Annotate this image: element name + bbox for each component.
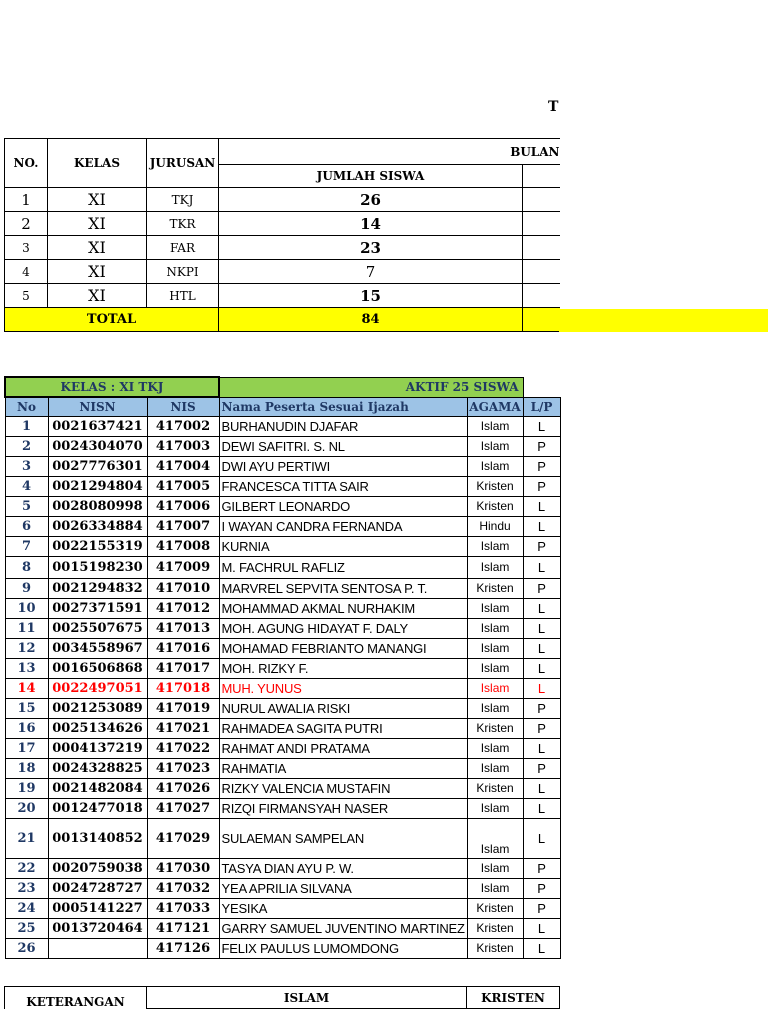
student-name: NURUL AWALIA RISKI — [219, 698, 467, 718]
summary-row — [5, 236, 560, 260]
student-name: RAHMAT ANDI PRATAMA — [219, 738, 467, 758]
student-nis: 417009 — [147, 556, 219, 578]
student-row — [5, 516, 560, 536]
student-row — [5, 878, 560, 898]
student-nis: 417002 — [147, 416, 219, 436]
summary-row — [5, 212, 560, 236]
summary-jumlah: 14 — [219, 212, 523, 236]
student-nisn: 0021294804 — [48, 476, 147, 496]
student-nis: 417033 — [147, 898, 219, 918]
student-nis: 417126 — [147, 938, 219, 958]
student-nisn: 0021253089 — [48, 698, 147, 718]
summary-no: 1 — [5, 188, 48, 212]
student-row — [5, 798, 560, 818]
student-gender: P — [523, 758, 560, 778]
student-gender: L — [523, 658, 560, 678]
header-bulan: BULAN — [219, 139, 560, 165]
student-nis: 417012 — [147, 598, 219, 618]
col-nisn: NISN — [48, 397, 147, 416]
student-gender: P — [523, 698, 560, 718]
student-gender: P — [523, 858, 560, 878]
student-no: 4 — [5, 476, 48, 496]
student-nis: 417007 — [147, 516, 219, 536]
student-nisn: 0004137219 — [48, 738, 147, 758]
student-agama: Kristen — [467, 778, 523, 798]
student-agama: Hindu — [467, 516, 523, 536]
keterangan-table — [4, 986, 560, 1009]
student-gender: L — [523, 918, 560, 938]
keterangan-kristen: KRISTEN — [467, 987, 560, 1009]
student-nis: 417032 — [147, 878, 219, 898]
student-agama: Kristen — [467, 578, 523, 598]
summary-jumlah: 7 — [219, 260, 523, 284]
student-nis: 417003 — [147, 436, 219, 456]
student-row — [5, 758, 560, 778]
student-row — [5, 718, 560, 738]
student-no: 13 — [5, 658, 48, 678]
student-nis: 417030 — [147, 858, 219, 878]
student-nisn: 0027776301 — [48, 456, 147, 476]
student-name: DWI AYU PERTIWI — [219, 456, 467, 476]
student-agama: Islam — [467, 618, 523, 638]
student-agama: Islam — [467, 678, 523, 698]
student-row — [5, 578, 560, 598]
student-row — [5, 416, 560, 436]
student-name: YESIKA — [219, 898, 467, 918]
student-name: RAHMADEA SAGITA PUTRI — [219, 718, 467, 738]
student-no: 14 — [5, 678, 48, 698]
student-nis: 417018 — [147, 678, 219, 698]
student-nisn: 0022155319 — [48, 536, 147, 556]
student-nisn: 0027371591 — [48, 598, 147, 618]
summary-jumlah: 23 — [219, 236, 523, 260]
student-nis: 417026 — [147, 778, 219, 798]
total-value: 84 — [219, 308, 523, 332]
student-gender: P — [523, 476, 560, 496]
student-no: 19 — [5, 778, 48, 798]
student-row — [5, 638, 560, 658]
student-nis: 417023 — [147, 758, 219, 778]
student-nisn: 0013720464 — [48, 918, 147, 938]
summary-kelas: XI — [48, 236, 147, 260]
summary-kelas: XI — [48, 188, 147, 212]
student-name: RAHMATIA — [219, 758, 467, 778]
student-gender: P — [523, 436, 560, 456]
student-name: MARVREL SEPVITA SENTOSA P. T. — [219, 578, 467, 598]
student-no: 22 — [5, 858, 48, 878]
student-nis: 417022 — [147, 738, 219, 758]
header-no: NO. — [5, 139, 48, 188]
summary-jurusan: TKJ — [147, 188, 219, 212]
student-gender: L — [523, 778, 560, 798]
student-nisn: 0012477018 — [48, 798, 147, 818]
student-row — [5, 778, 560, 798]
student-row — [5, 598, 560, 618]
keterangan-islam: ISLAM — [147, 987, 467, 1009]
student-nis: 417029 — [147, 818, 219, 858]
student-name: MOH. AGUNG HIDAYAT F. DALY — [219, 618, 467, 638]
student-no: 18 — [5, 758, 48, 778]
student-list-table — [4, 376, 561, 959]
col-agama: AGAMA — [467, 397, 523, 416]
student-no: 3 — [5, 456, 48, 476]
student-row — [5, 536, 560, 556]
student-agama: Kristen — [467, 898, 523, 918]
student-gender: P — [523, 536, 560, 556]
student-name: RIZKY VALENCIA MUSTAFIN — [219, 778, 467, 798]
summary-row — [5, 188, 560, 212]
student-no: 25 — [5, 918, 48, 938]
student-no: 10 — [5, 598, 48, 618]
student-nisn: 0028080998 — [48, 496, 147, 516]
student-agama: Islam — [467, 556, 523, 578]
student-name: MOH. RIZKY F. — [219, 658, 467, 678]
student-no: 21 — [5, 818, 48, 858]
summary-no: 4 — [5, 260, 48, 284]
student-nis: 417008 — [147, 536, 219, 556]
student-agama: Islam — [467, 818, 523, 858]
student-nisn: 0024304070 — [48, 436, 147, 456]
total-label: TOTAL — [5, 308, 219, 332]
student-no: 17 — [5, 738, 48, 758]
student-agama: Islam — [467, 598, 523, 618]
student-nis: 417013 — [147, 618, 219, 638]
student-nis: 417016 — [147, 638, 219, 658]
student-row — [5, 476, 560, 496]
student-nisn: 0021637421 — [48, 416, 147, 436]
summary-no: 3 — [5, 236, 48, 260]
student-gender: P — [523, 456, 560, 476]
student-name: RIZQI FIRMANSYAH NASER — [219, 798, 467, 818]
student-no: 26 — [5, 938, 48, 958]
student-row — [5, 436, 560, 456]
student-nis: 417004 — [147, 456, 219, 476]
student-agama: Islam — [467, 758, 523, 778]
student-agama: Islam — [467, 798, 523, 818]
student-row — [5, 698, 560, 718]
col-lp: L/P — [523, 397, 560, 416]
student-nis: 417017 — [147, 658, 219, 678]
student-gender: L — [523, 598, 560, 618]
col-nis: NIS — [147, 397, 219, 416]
student-row — [5, 738, 560, 758]
summary-jurusan: NKPI — [147, 260, 219, 284]
student-name: KURNIA — [219, 536, 467, 556]
student-gender: L — [523, 938, 560, 958]
class-title: KELAS : XI TKJ — [5, 377, 219, 397]
student-row — [5, 618, 560, 638]
student-name: M. FACHRUL RAFLIZ — [219, 556, 467, 578]
summary-jurusan: TKR — [147, 212, 219, 236]
student-nisn: 0024328825 — [48, 758, 147, 778]
student-gender: P — [523, 878, 560, 898]
summary-jumlah: 26 — [219, 188, 523, 212]
student-agama: Islam — [467, 456, 523, 476]
student-row — [5, 556, 560, 578]
student-no: 15 — [5, 698, 48, 718]
student-agama: Islam — [467, 878, 523, 898]
student-gender: L — [523, 678, 560, 698]
student-nis: 417021 — [147, 718, 219, 738]
header-kelas: KELAS — [48, 139, 147, 188]
student-agama: Islam — [467, 858, 523, 878]
student-nisn: 0025507675 — [48, 618, 147, 638]
summary-jumlah: 15 — [219, 284, 523, 308]
student-nis: 417019 — [147, 698, 219, 718]
student-nisn: 0026334884 — [48, 516, 147, 536]
student-gender: L — [523, 516, 560, 536]
student-gender: L — [523, 818, 560, 858]
student-nisn: 0034558967 — [48, 638, 147, 658]
student-name: MUH. YUNUS — [219, 678, 467, 698]
col-nama: Nama Peserta Sesuai Ijazah — [219, 397, 467, 416]
student-name: GILBERT LEONARDO — [219, 496, 467, 516]
summary-row — [5, 284, 560, 308]
summary-no: 5 — [5, 284, 48, 308]
student-nis: 417010 — [147, 578, 219, 598]
student-no: 1 — [5, 416, 48, 436]
student-row — [5, 456, 560, 476]
student-agama: Kristen — [467, 918, 523, 938]
student-agama: Islam — [467, 638, 523, 658]
student-no: 16 — [5, 718, 48, 738]
student-nis: 417005 — [147, 476, 219, 496]
student-name: YEA APRILIA SILVANA — [219, 878, 467, 898]
student-name: MOHAMAD FEBRIANTO MANANGI — [219, 638, 467, 658]
summary-no: 2 — [5, 212, 48, 236]
student-name: FELIX PAULUS LUMOMDONG — [219, 938, 467, 958]
student-nisn: 0020759038 — [48, 858, 147, 878]
student-name: DEWI SAFITRI. S. NL — [219, 436, 467, 456]
summary-kelas: XI — [48, 284, 147, 308]
header-jumlah-siswa: JUMLAH SISWA — [219, 165, 523, 188]
student-name: FRANCESCA TITTA SAIR — [219, 476, 467, 496]
student-no: 9 — [5, 578, 48, 598]
student-gender: L — [523, 496, 560, 516]
student-no: 7 — [5, 536, 48, 556]
student-nisn: 0025134626 — [48, 718, 147, 738]
page-title-fragment: T — [548, 99, 559, 115]
summary-jurusan: HTL — [147, 284, 219, 308]
student-nisn: 0015198230 — [48, 556, 147, 578]
student-gender: P — [523, 718, 560, 738]
summary-kelas: XI — [48, 212, 147, 236]
student-gender: P — [523, 898, 560, 918]
student-nisn: 0022497051 — [48, 678, 147, 698]
student-no: 11 — [5, 618, 48, 638]
student-nisn — [48, 938, 147, 958]
student-agama: Kristen — [467, 938, 523, 958]
summary-kelas: XI — [48, 260, 147, 284]
student-no: 12 — [5, 638, 48, 658]
student-row — [5, 938, 560, 958]
student-nisn: 0013140852 — [48, 818, 147, 858]
student-agama: Islam — [467, 658, 523, 678]
keterangan-label: KETERANGAN — [5, 987, 147, 1009]
student-gender: L — [523, 638, 560, 658]
student-gender: L — [523, 416, 560, 436]
active-count: AKTIF 25 SISWA — [219, 377, 523, 397]
student-agama: Kristen — [467, 718, 523, 738]
header-jurusan: JURUSAN — [147, 139, 219, 188]
student-name: SULAEMAN SAMPELAN — [219, 818, 467, 858]
student-no: 20 — [5, 798, 48, 818]
student-name: GARRY SAMUEL JUVENTINO MARTINEZ — [219, 918, 467, 938]
student-row — [5, 678, 560, 698]
student-name: I WAYAN CANDRA FERNANDA — [219, 516, 467, 536]
class-summary-table — [4, 138, 560, 332]
col-no: No — [5, 397, 48, 416]
student-no: 23 — [5, 878, 48, 898]
student-no: 6 — [5, 516, 48, 536]
student-gender: L — [523, 618, 560, 638]
student-row — [5, 918, 560, 938]
student-row — [5, 818, 560, 858]
student-nis: 417006 — [147, 496, 219, 516]
student-agama: Islam — [467, 436, 523, 456]
student-no: 5 — [5, 496, 48, 516]
student-nisn: 0021294832 — [48, 578, 147, 598]
student-name: MOHAMMAD AKMAL NURHAKIM — [219, 598, 467, 618]
student-name: TASYA DIAN AYU P. W. — [219, 858, 467, 878]
student-gender: L — [523, 738, 560, 758]
student-row — [5, 658, 560, 678]
student-agama: Islam — [467, 738, 523, 758]
student-nisn: 0016506868 — [48, 658, 147, 678]
student-agama: Islam — [467, 416, 523, 436]
student-row — [5, 496, 560, 516]
student-gender: L — [523, 798, 560, 818]
student-row — [5, 858, 560, 878]
student-no: 24 — [5, 898, 48, 918]
student-gender: P — [523, 578, 560, 598]
summary-row — [5, 260, 560, 284]
student-row — [5, 898, 560, 918]
student-agama: Kristen — [467, 496, 523, 516]
student-gender: L — [523, 556, 560, 578]
student-no: 8 — [5, 556, 48, 578]
student-nisn: 0021482084 — [48, 778, 147, 798]
student-nisn: 0005141227 — [48, 898, 147, 918]
student-nis: 417121 — [147, 918, 219, 938]
total-highlight-extension — [559, 309, 768, 332]
student-name: BURHANUDIN DJAFAR — [219, 416, 467, 436]
student-nis: 417027 — [147, 798, 219, 818]
student-nisn: 0024728727 — [48, 878, 147, 898]
student-agama: Kristen — [467, 476, 523, 496]
student-agama: Islam — [467, 698, 523, 718]
summary-jurusan: FAR — [147, 236, 219, 260]
student-agama: Islam — [467, 536, 523, 556]
student-no: 2 — [5, 436, 48, 456]
